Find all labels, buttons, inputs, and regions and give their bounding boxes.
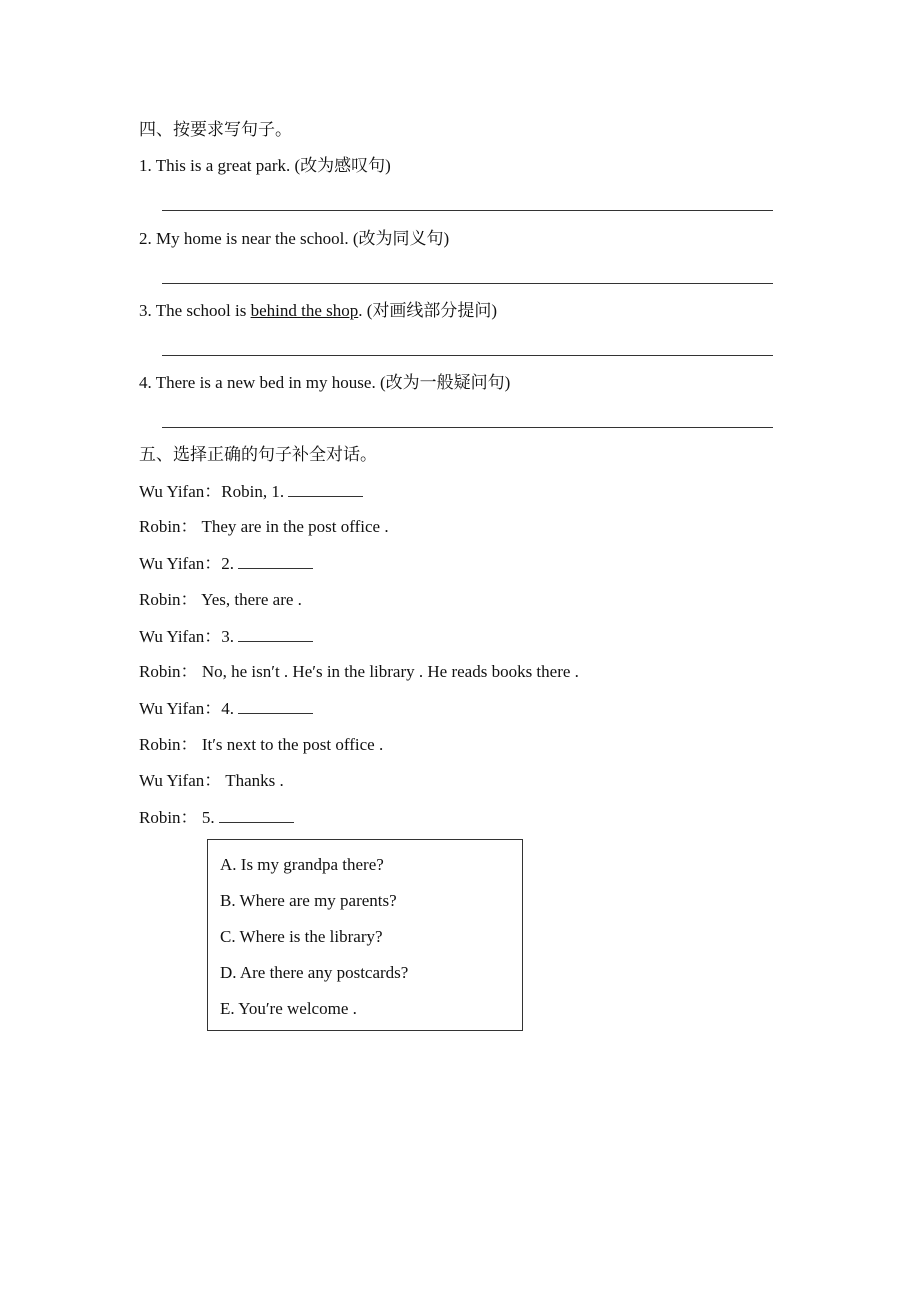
dialogue-line [139,517,389,537]
dialogue-text: 2. [221,554,239,573]
speaker: Wu Yifan： [139,699,222,718]
dialogue-text: No, he isn′t . He′s in the library . He reads books there . [197,662,579,681]
item-instruction: . (对画线部分提问) [358,301,498,320]
dialogue-text: 5. [197,808,219,827]
dialogue-line [139,662,579,682]
option-a: A. Is my grandpa there? [220,855,384,874]
exercise-item-2 [139,229,449,249]
section-5-heading: 五、选择正确的句子补全对话。 [139,445,377,464]
option-d: D. Are there any postcards? [220,963,409,982]
answer-line-4[interactable] [162,427,773,428]
speaker: Wu Yifan： [139,627,222,646]
section-4-heading: 四、按要求写句子。 [139,120,292,139]
option-e: E. You′re welcome . [220,999,357,1018]
dialogue-line [139,807,294,828]
dialogue-line [139,590,302,610]
underlined-phrase: behind the shop [250,301,359,320]
speaker: Robin： [139,662,198,681]
item-instruction: (改为感叹句) [294,156,391,175]
speaker: Robin： [139,808,198,827]
exercise-item-4 [139,373,510,393]
dialogue-text: Yes, there are . [197,590,302,609]
dialogue-text: Robin, 1. [221,482,289,501]
answer-blank-1[interactable] [288,481,363,497]
option-c: C. Where is the library? [220,927,383,946]
item-text: 2. My home is near the school. [139,229,353,248]
dialogue-text: 4. [221,699,239,718]
answer-blank-3[interactable] [238,626,313,642]
dialogue-text: Thanks . [221,771,284,790]
speaker: Robin： [139,590,198,609]
item-instruction: (改为一般疑问句) [379,373,511,392]
speaker: Wu Yifan： [139,771,222,790]
item-text: 4. There is a new bed in my house. [139,373,380,392]
dialogue-line [139,553,313,574]
dialogue-text: 3. [221,627,239,646]
answer-line-3[interactable] [162,355,773,356]
answer-line-1[interactable] [162,210,773,211]
exercise-item-3 [139,301,497,321]
speaker: Wu Yifan： [139,482,222,501]
dialogue-text: They are in the post office . [197,517,389,536]
speaker: Robin： [139,735,198,754]
answer-blank-5[interactable] [219,807,294,823]
dialogue-line [139,626,313,647]
dialogue-line [139,735,383,755]
exercise-item-1 [139,156,391,176]
option-b: B. Where are my parents? [220,891,397,910]
answer-blank-2[interactable] [238,553,313,569]
options-box [207,839,523,1031]
dialogue-line [139,481,363,502]
item-instruction: (改为同义句) [352,229,450,248]
speaker: Wu Yifan： [139,554,222,573]
item-text: 1. This is a great park. [139,156,295,175]
dialogue-text: It′s next to the post office . [197,735,384,754]
answer-line-2[interactable] [162,283,773,284]
item-text: 3. The school is [139,301,251,320]
dialogue-line [139,771,284,791]
answer-blank-4[interactable] [238,698,313,714]
speaker: Robin： [139,517,198,536]
dialogue-line [139,698,313,719]
